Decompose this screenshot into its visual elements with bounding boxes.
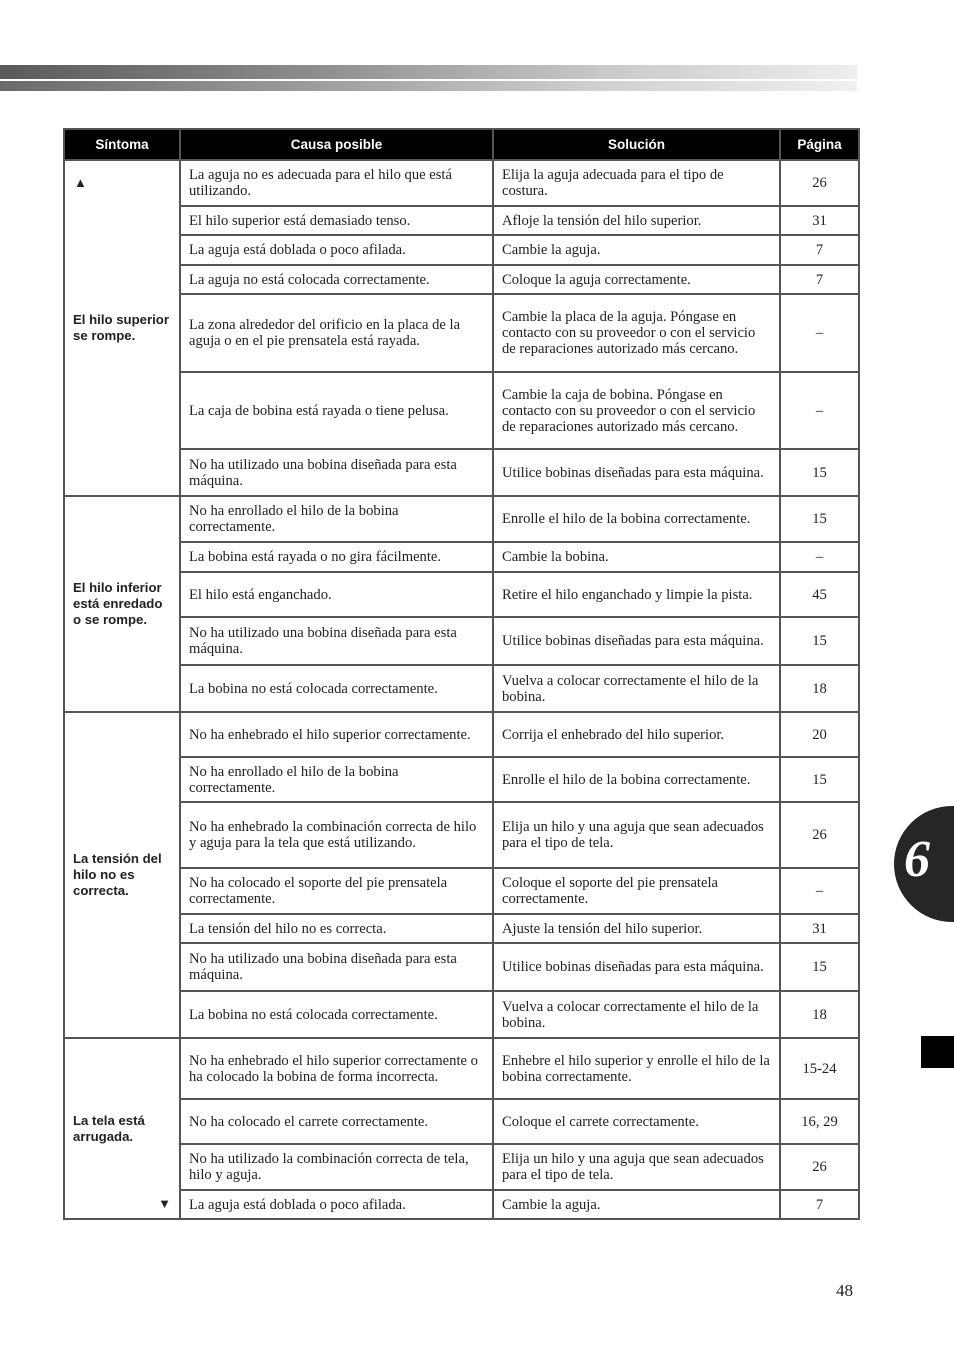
solution-cell: Cambie la placa de la aguja. Póngase en contacto con su proveedor o con el servicio de reparaciones autorizado más cercano. [493,294,780,372]
symptom-cell [64,712,180,1038]
table-row [64,665,859,712]
cause-cell: No ha colocado el soporte del pie prensatela correctamente. [180,868,493,914]
table-row [64,1038,859,1099]
page-cell: 31 [780,914,859,943]
symptom-label: El hilo inferior está enredado o se rompe. [73,580,163,627]
table-row [64,868,859,914]
solution-cell: Coloque el carrete correctamente. [493,1099,780,1144]
page-cell: 16, 29 [780,1099,859,1144]
page-cell: 26 [780,1144,859,1190]
cause-cell: No ha enhebrado la combinación correcta de hilo y aguja para la tela que está utilizando. [180,802,493,868]
page-cell: 18 [780,991,859,1038]
page-cell: 7 [780,235,859,265]
symptom-label: La tela está arrugada. [73,1112,145,1144]
symptom-cell [64,496,180,712]
cause-cell: La bobina está rayada o no gira fácilmente. [180,542,493,572]
table-row [64,914,859,943]
symptom-cell [64,160,180,496]
page-cell: 26 [780,160,859,206]
table-row [64,372,859,449]
table-row [64,542,859,572]
table-row [64,496,859,542]
solution-cell: Cambie la aguja. [493,235,780,265]
table-row [64,235,859,265]
table-row [64,160,859,206]
table-row [64,206,859,235]
solution-cell: Retire el hilo enganchado y limpie la pista. [493,572,780,617]
cause-cell: La bobina no está colocada correctamente. [180,665,493,712]
page-cell: 15 [780,617,859,665]
table-row [64,1190,859,1219]
chapter-number: 6 [904,831,930,888]
header-cause: Causa posible [180,129,493,160]
solution-cell: Elija un hilo y una aguja que sean adecuados para el tipo de tela. [493,802,780,868]
cause-cell: El hilo superior está demasiado tenso. [180,206,493,235]
table-row [64,712,859,757]
triangle-down-icon: ▼ [158,1196,171,1211]
cause-cell: No ha utilizado una bobina diseñada para esta máquina. [180,617,493,665]
cause-cell: No ha utilizado la combinación correcta de tela, hilo y aguja. [180,1144,493,1190]
page-cell: 7 [780,1190,859,1219]
header-page: Página [780,129,859,160]
table-row [64,449,859,496]
solution-cell: Cambie la caja de bobina. Póngase en contacto con su proveedor o con el servicio de reparaciones autorizado más cercano. [493,372,780,449]
page-cell: 15 [780,496,859,542]
page-number: 48 [836,1281,853,1300]
page-cell: 15 [780,757,859,802]
cause-cell: No ha colocado el carrete correctamente. [180,1099,493,1144]
solution-cell: Afloje la tensión del hilo superior. [493,206,780,235]
cause-cell: La bobina no está colocada correctamente. [180,991,493,1038]
page-cell: – [780,294,859,372]
table-row [64,294,859,372]
solution-cell: Coloque la aguja correctamente. [493,265,780,294]
page-cell: 20 [780,712,859,757]
troubleshooting-table [63,128,860,1220]
page-cell: 18 [780,665,859,712]
symptom-label: La tensión del hilo no es correcta. [73,851,162,898]
page-cell: 7 [780,265,859,294]
page-cell: – [780,542,859,572]
page-cell: 31 [780,206,859,235]
table-row [64,617,859,665]
table-row [64,572,859,617]
header-band-bottom [0,81,857,91]
page-cell: 15-24 [780,1038,859,1099]
page-cell: – [780,868,859,914]
page-cell: 15 [780,449,859,496]
triangle-up-icon: ▲ [74,175,87,190]
section-marker [921,1036,954,1068]
solution-cell: Ajuste la tensión del hilo superior. [493,914,780,943]
solution-cell: Enhebre el hilo superior y enrolle el hilo de la bobina correctamente. [493,1038,780,1099]
table-row [64,943,859,991]
page-cell: 26 [780,802,859,868]
table-row [64,265,859,294]
cause-cell: La zona alrededor del orificio en la placa de la aguja o en el pie prensatela está rayada. [180,294,493,372]
solution-cell: Corrija el enhebrado del hilo superior. [493,712,780,757]
table-row [64,991,859,1038]
solution-cell: Enrolle el hilo de la bobina correctamente. [493,496,780,542]
solution-cell: Elija la aguja adecuada para el tipo de costura. [493,160,780,206]
cause-cell: No ha enhebrado el hilo superior correctamente o ha colocado la bobina de forma incorrecta. [180,1038,493,1099]
table-row [64,757,859,802]
solution-cell: Coloque el soporte del pie prensatela correctamente. [493,868,780,914]
page-cell: 15 [780,943,859,991]
table-row [64,1144,859,1190]
symptom-cell [64,1038,180,1219]
page-cell: 45 [780,572,859,617]
symptom-label: El hilo superior se rompe. [73,312,169,343]
solution-cell: Elija un hilo y una aguja que sean adecuados para el tipo de tela. [493,1144,780,1190]
header-symptom: Síntoma [64,129,180,160]
cause-cell: La aguja está doblada o poco afilada. [180,1190,493,1219]
cause-cell: No ha enrollado el hilo de la bobina correctamente. [180,757,493,802]
solution-cell: Cambie la bobina. [493,542,780,572]
solution-cell: Utilice bobinas diseñadas para esta máquina. [493,617,780,665]
cause-cell: La caja de bobina está rayada o tiene pelusa. [180,372,493,449]
cause-cell: La aguja está doblada o poco afilada. [180,235,493,265]
solution-cell: Utilice bobinas diseñadas para esta máquina. [493,943,780,991]
solution-cell: Vuelva a colocar correctamente el hilo de la bobina. [493,665,780,712]
table-row [64,802,859,868]
cause-cell: El hilo está enganchado. [180,572,493,617]
cause-cell: No ha enhebrado el hilo superior correctamente. [180,712,493,757]
solution-cell: Utilice bobinas diseñadas para esta máquina. [493,449,780,496]
header-band-top [0,65,857,79]
cause-cell: La aguja no es adecuada para el hilo que está utilizando. [180,160,493,206]
cause-cell: No ha utilizado una bobina diseñada para esta máquina. [180,943,493,991]
cause-cell: No ha utilizado una bobina diseñada para esta máquina. [180,449,493,496]
header-solution: Solución [493,129,780,160]
solution-cell: Vuelva a colocar correctamente el hilo de la bobina. [493,991,780,1038]
table-row [64,1099,859,1144]
solution-cell: Enrolle el hilo de la bobina correctamente. [493,757,780,802]
cause-cell: No ha enrollado el hilo de la bobina correctamente. [180,496,493,542]
cause-cell: La aguja no está colocada correctamente. [180,265,493,294]
table-header-row [64,129,859,160]
cause-cell: La tensión del hilo no es correcta. [180,914,493,943]
solution-cell: Cambie la aguja. [493,1190,780,1219]
page-cell: – [780,372,859,449]
